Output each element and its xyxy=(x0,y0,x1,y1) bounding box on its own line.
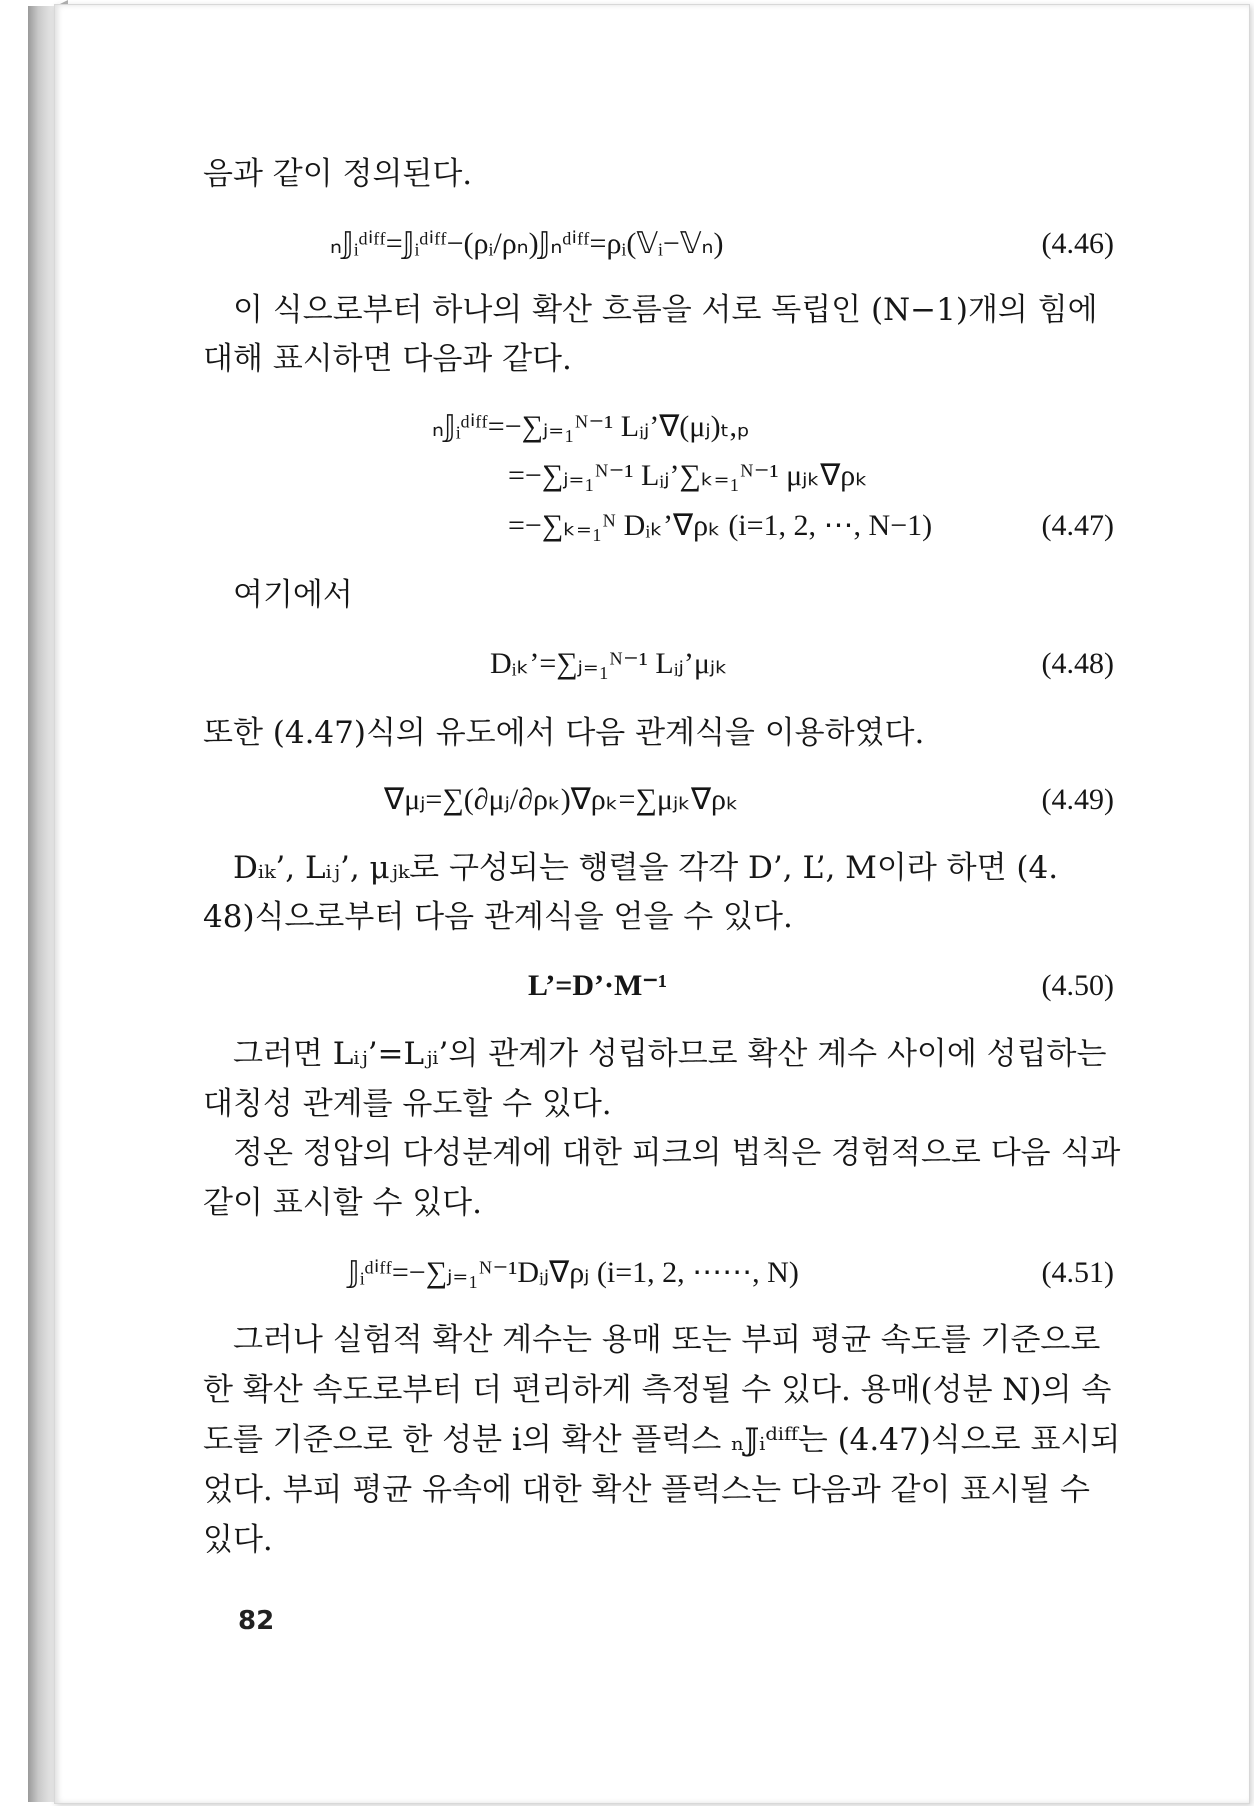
text-line: 이 식으로부터 하나의 확산 흐름을 서로 독립인 (N−1)개의 힘에 xyxy=(233,292,1098,328)
equation-number: (4.49) xyxy=(1041,783,1114,816)
text-line: 음과 같이 정의된다. xyxy=(203,156,473,192)
page-number: 82 xyxy=(238,1606,275,1636)
equation-4-48: Dᵢₖ’=∑ⱼ₌₁ᴺ⁻¹ Lᵢⱼ’μⱼₖ xyxy=(490,647,728,680)
text-line: 그러면 Lᵢⱼ’=Lⱼᵢ’의 관계가 성립하므로 확산 계수 사이에 성립하는 xyxy=(233,1036,1107,1072)
equation-number: (4.51) xyxy=(1041,1256,1114,1289)
text-line: 같이 표시할 수 있다. xyxy=(203,1185,482,1221)
text-line: 48)식으로부터 다음 관계식을 얻을 수 있다. xyxy=(203,899,793,935)
text-line: 었다. 부피 평균 유속에 대한 확산 플럭스는 다음과 같이 표시될 수 xyxy=(203,1472,1090,1508)
book-spine xyxy=(28,6,54,1802)
equation-4-47-line1: ₙ𝕁ᵢᵈⁱᶠᶠ=−∑ⱼ₌₁ᴺ⁻¹ Lᵢⱼ’∇(μⱼ)ₜ,ₚ xyxy=(432,410,750,443)
text-line: 있다. xyxy=(203,1522,273,1558)
equation-4-47-line2: =−∑ⱼ₌₁ᴺ⁻¹ Lᵢⱼ’∑ₖ₌₁ᴺ⁻¹ μⱼₖ∇ρₖ xyxy=(508,459,868,492)
text-line: 그러나 실험적 확산 계수는 용매 또는 부피 평균 속도를 기준으로 xyxy=(233,1322,1101,1358)
text-line: 한 확산 속도로부터 더 편리하게 측정될 수 있다. 용매(성분 N)의 속 xyxy=(203,1372,1112,1408)
equation-4-47-line3: =−∑ₖ₌₁ᴺ Dᵢₖ’∇ρₖ (i=1, 2, ⋯, N−1) xyxy=(508,509,933,542)
equation-4-50: L’=D’·M⁻¹ xyxy=(528,969,668,1002)
equation-4-49: ∇μⱼ=∑(∂μⱼ/∂ρₖ)∇ρₖ=∑μⱼₖ∇ρₖ xyxy=(384,783,739,816)
equation-4-51: 𝕁ᵢᵈⁱᶠᶠ=−∑ⱼ₌₁ᴺ⁻¹Dᵢⱼ∇ρⱼ (i=1, 2, ⋯⋯, N) xyxy=(348,1256,799,1289)
equation-number: (4.46) xyxy=(1041,227,1114,260)
text-line: Dᵢₖ’, Lᵢⱼ’, μⱼₖ로 구성되는 행렬을 각각 D’, L’, M이라 하면 (4. xyxy=(233,850,1059,886)
equation-number: (4.47) xyxy=(1041,509,1114,542)
text-line: 대칭성 관계를 유도할 수 있다. xyxy=(203,1086,612,1122)
equation-number: (4.50) xyxy=(1041,969,1114,1002)
equation-4-46: ₙ𝕁ᵢᵈⁱᶠᶠ=𝕁ᵢᵈⁱᶠᶠ−(ρᵢ/ρₙ)𝕁ₙᵈⁱᶠᶠ=ρᵢ(𝕍ᵢ−𝕍ₙ) xyxy=(330,227,724,260)
equation-number: (4.48) xyxy=(1041,647,1114,680)
text-line: 여기에서 xyxy=(233,577,353,613)
text-line: 도를 기준으로 한 성분 i의 확산 플럭스 ₙ𝕁ᵢᵈⁱᶠᶠ는 (4.47)식으로 표시되 xyxy=(203,1422,1121,1458)
text-line: 정온 정압의 다성분계에 대한 피크의 법칙은 경험적으로 다음 식과 xyxy=(233,1135,1121,1171)
text-line: 또한 (4.47)식의 유도에서 다음 관계식을 이용하였다. xyxy=(203,715,925,751)
text-line: 대해 표시하면 다음과 같다. xyxy=(203,341,572,377)
